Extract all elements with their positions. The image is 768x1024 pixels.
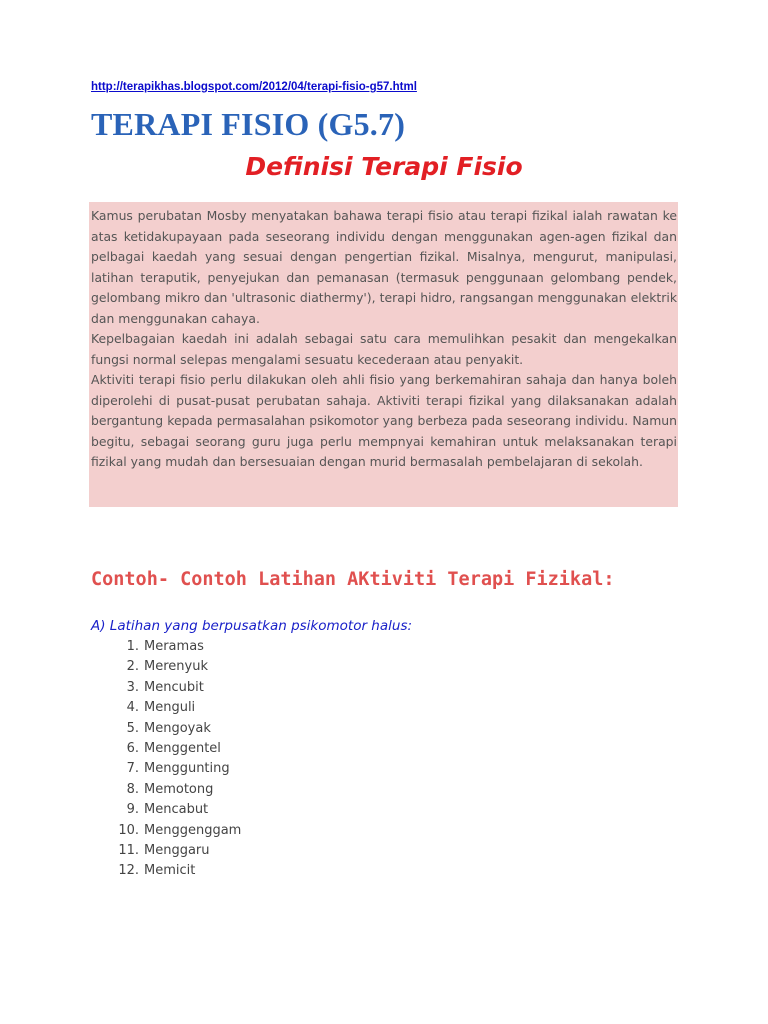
definition-text [91, 206, 677, 473]
list-item [108, 821, 241, 841]
list-item-text: Mencabut [144, 802, 209, 818]
list-item [108, 698, 241, 718]
list-item [108, 637, 241, 657]
list-item-text: Menguli [144, 700, 196, 716]
list-item-number: 12. [118, 863, 139, 879]
list-item-number: 8. [126, 781, 139, 797]
examples-section-heading: Contoh- Contoh Latihan AKtiviti Terapi Fizikal: [91, 569, 615, 590]
list-item-number: 10. [118, 822, 139, 838]
list-item-number: 7. [126, 761, 139, 777]
list-item [108, 719, 241, 739]
list-item-text: Memotong [144, 781, 214, 797]
list-item [108, 780, 241, 800]
fine-psychomotor-heading: A) Latihan yang berpusatkan psikomotor halus: [91, 618, 413, 634]
list-item [108, 678, 241, 698]
list-item-number: 2. [126, 659, 139, 675]
list-item [108, 739, 241, 759]
source-url-link[interactable]: http://terapikhas.blogspot.com/2012/04/terapi-fisio-g57.html [91, 81, 417, 93]
definition-paragraph-3: Aktiviti terapi fisio perlu dilakukan oleh ahli fisio yang berkemahiran sahaja dan hanya boleh diperolehi di pusat-pusat perubatan sahaja. Aktiviti terapi fizikal yang dilaksanakan adalah bergantung kepada permasalahan psikomotor yang berbeza pada seseorang individu. Namun begitu, sebagai seorang guru juga perlu mempnyai kemahiran untuk melaksanakan terapi fizikal yang mudah dan bersesuaian dengan murid bermasalah pembelajaran di sekolah. [91, 372, 677, 469]
exercise-list [108, 637, 241, 882]
page-title: TERAPI FISIO (G5.7) [91, 106, 406, 142]
list-item [108, 759, 241, 779]
list-item-text: Memicit [144, 863, 196, 879]
list-item [108, 800, 241, 820]
list-item-text: Menggenggam [144, 822, 242, 838]
definition-paragraph-2: Kepelbagaian kaedah ini adalah sebagai satu cara memulihkan pesakit dan mengekalkan fungsi normal selepas mengalami sesuatu kecederaan atau penyakit. [91, 331, 677, 367]
definition-paragraph-1: Kamus perubatan Mosby menyatakan bahawa terapi fisio atau terapi fizikal ialah rawatan ke atas ketidakupayaan pada seseorang individu dengan menggunakan agen-agen fizikal dan pelbagai kaedah yang sesuai dengan pengertian fizikal. Misalnya, mengurut, manipulasi, latihan teraputik, penyejukan dan pemanasan (termasuk penggunaan gelombang pendek, gelombang mikro dan 'ultrasonic diathermy'), terapi hidro, rangsangan menggunakan elektrik dan menggunakan cahaya. [91, 208, 677, 326]
list-item [108, 841, 241, 861]
list-item-text: Mencubit [144, 679, 204, 695]
definition-subtitle: Definisi Terapi Fisio [245, 152, 523, 181]
list-item-number: 1. [126, 639, 139, 654]
list-item-number: 5. [126, 720, 139, 736]
list-item-text: Mengoyak [144, 720, 211, 736]
list-item [108, 861, 241, 881]
list-item-number: 9. [126, 802, 139, 818]
list-item-text: Merenyuk [144, 659, 208, 675]
list-item-number: 11. [118, 842, 139, 858]
list-item [108, 657, 241, 677]
list-item-text: Meramas [144, 639, 204, 654]
list-item-text: Menggentel [144, 740, 221, 756]
list-item-text: Menggunting [144, 761, 230, 777]
list-item-text: Menggaru [144, 842, 210, 858]
list-item-number: 6. [126, 740, 139, 756]
list-item-number: 4. [126, 700, 139, 716]
list-item-number: 3. [126, 679, 139, 695]
